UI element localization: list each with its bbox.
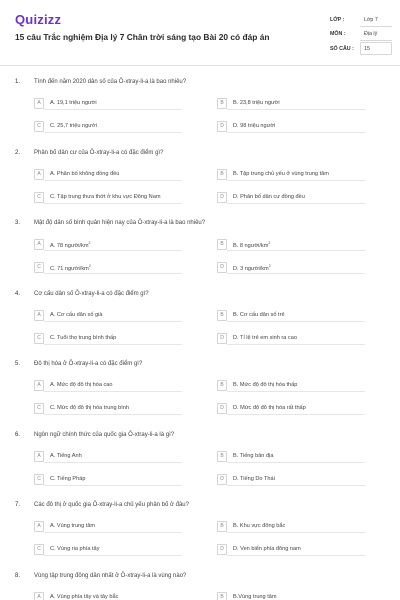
option-label: B.Vùng trung tâm xyxy=(233,593,277,600)
option-letter-box[interactable]: B xyxy=(217,98,227,109)
option-letter-box[interactable]: A xyxy=(34,521,44,532)
option-text xyxy=(233,546,301,552)
answer-option-d[interactable] xyxy=(217,474,365,488)
option-underline xyxy=(44,180,182,181)
answer-option-b[interactable] xyxy=(217,239,365,253)
answer-option-c[interactable] xyxy=(34,121,182,135)
answer-option-d[interactable] xyxy=(217,403,365,417)
answer-option-a[interactable] xyxy=(34,380,182,394)
question-2 xyxy=(0,150,400,220)
option-text xyxy=(50,171,119,177)
answer-option-d[interactable] xyxy=(217,333,365,347)
option-label: C. Mức độ đô thị hóa trung bình xyxy=(50,405,129,411)
meta-subject-label: MÔN : xyxy=(330,31,346,37)
option-label: B. Tiếng bản địa xyxy=(233,452,274,459)
option-label: D. Ven biển phía đông nam xyxy=(233,546,301,552)
option-letter-box[interactable]: D xyxy=(217,192,227,203)
option-label: C. 71 người/km xyxy=(50,265,89,272)
option-text xyxy=(50,382,113,388)
answer-option-a[interactable] xyxy=(34,239,182,253)
question-number: 4. xyxy=(15,290,21,297)
option-underline xyxy=(44,391,182,392)
header-divider xyxy=(0,65,400,66)
option-label: D. 98 triệu người xyxy=(233,123,276,129)
option-letter-box[interactable]: C xyxy=(34,333,44,344)
question-8 xyxy=(0,573,400,600)
option-label: D. Phân bố dân cư đồng đều xyxy=(233,193,305,200)
option-text xyxy=(50,241,90,249)
question-text: Các đô thị ở quốc gia Ô-xtray-li-a chủ yếu phân bố ở đâu? xyxy=(34,502,189,508)
option-text xyxy=(233,312,285,318)
answer-option-d[interactable] xyxy=(217,262,365,276)
header xyxy=(0,0,400,62)
answer-option-c[interactable] xyxy=(34,262,182,276)
option-letter-box[interactable]: B xyxy=(217,239,227,250)
option-underline xyxy=(44,485,182,486)
option-underline xyxy=(44,250,182,251)
option-text xyxy=(233,523,285,529)
option-underline xyxy=(227,132,365,133)
option-underline xyxy=(44,203,182,204)
option-letter-box[interactable]: A xyxy=(34,592,44,600)
answer-option-b[interactable] xyxy=(217,380,365,394)
option-label: A. Vùng trung tâm xyxy=(50,523,96,529)
option-underline xyxy=(227,273,365,274)
question-number: 1. xyxy=(15,79,21,85)
option-text xyxy=(50,546,99,552)
option-text xyxy=(50,194,161,200)
option-text xyxy=(50,312,103,318)
option-letter-box[interactable]: D xyxy=(217,121,227,132)
option-letter-box[interactable]: B xyxy=(217,521,227,532)
option-text xyxy=(233,123,275,129)
option-letter-box[interactable]: D xyxy=(217,544,227,555)
option-underline xyxy=(227,532,365,533)
option-text xyxy=(233,476,275,482)
option-superscript: 2 xyxy=(268,241,271,245)
option-letter-box[interactable]: B xyxy=(217,380,227,391)
option-underline xyxy=(44,132,182,133)
option-letter-box[interactable]: A xyxy=(34,380,44,391)
option-underline xyxy=(227,485,365,486)
option-text xyxy=(233,335,297,341)
answer-option-b[interactable] xyxy=(217,98,365,112)
option-text xyxy=(50,335,116,341)
option-underline xyxy=(44,532,182,533)
option-underline xyxy=(227,391,365,392)
option-underline xyxy=(44,344,182,345)
option-label: B. 23,8 triệu người xyxy=(233,100,280,106)
option-letter-box[interactable]: C xyxy=(34,403,44,414)
answer-option-b[interactable] xyxy=(217,310,365,324)
answer-option-a[interactable] xyxy=(34,451,182,465)
question-4 xyxy=(0,291,400,361)
option-text xyxy=(233,382,297,388)
answer-option-b[interactable] xyxy=(217,451,365,465)
option-letter-box[interactable]: C xyxy=(34,544,44,555)
option-letter-box[interactable]: A xyxy=(34,239,44,250)
answer-option-c[interactable] xyxy=(34,474,182,488)
question-text: Đô thị hóa ở Ô-xtray-li-a có đặc điểm gì? xyxy=(34,361,143,367)
option-label: A. Mức độ đô thị hóa cao xyxy=(50,382,113,388)
option-underline xyxy=(227,555,365,556)
option-letter-box[interactable]: C xyxy=(34,262,44,273)
meta-count-value: 15 xyxy=(364,46,370,52)
answer-option-a[interactable] xyxy=(34,310,182,324)
meta-subject-value: Địa lý xyxy=(364,31,378,37)
answer-option-d[interactable] xyxy=(217,121,365,135)
option-label: A. Tiếng Anh xyxy=(50,452,82,459)
option-text xyxy=(50,405,129,411)
option-underline xyxy=(227,414,365,415)
option-label: A. Phân bố không đồng đều xyxy=(50,170,120,177)
answer-option-a[interactable] xyxy=(34,592,182,600)
option-letter-box[interactable]: D xyxy=(217,333,227,344)
question-7 xyxy=(0,502,400,572)
option-label: C. Vùng ria phía tây xyxy=(50,546,100,552)
option-underline xyxy=(227,344,365,345)
option-text xyxy=(233,241,270,249)
question-number: 2. xyxy=(15,149,21,156)
option-text xyxy=(50,476,85,482)
option-superscript: 2 xyxy=(88,241,91,245)
answer-option-c[interactable] xyxy=(34,403,182,417)
option-label: B. Mức độ đô thị hóa thấp xyxy=(233,382,298,388)
option-underline xyxy=(227,321,365,322)
option-label: C. Tiếng Pháp xyxy=(50,475,86,482)
option-underline xyxy=(44,555,182,556)
option-underline xyxy=(44,462,182,463)
option-letter-box[interactable]: A xyxy=(34,169,44,180)
option-label: D. Tỉ lệ trẻ em sinh ra cao xyxy=(233,334,297,341)
answer-option-b[interactable] xyxy=(217,592,365,600)
answer-option-b[interactable] xyxy=(217,521,365,535)
option-label: B. 8 người/km xyxy=(233,242,269,249)
answer-option-d[interactable] xyxy=(217,544,365,558)
option-label: C. Tập trung thưa thớt ở khu vực Đông Nam xyxy=(50,193,161,200)
option-letter-box[interactable]: B xyxy=(217,310,227,321)
answer-option-c[interactable] xyxy=(34,333,182,347)
option-label: A. 19,1 triệu người xyxy=(50,100,97,106)
option-letter-box[interactable]: C xyxy=(34,192,44,203)
option-underline xyxy=(227,180,365,181)
question-text: Phân bố dân cư của Ô-xtray-li-a có đặc điểm gì? xyxy=(34,149,164,156)
option-label: B. Khu vực đông bắc xyxy=(233,523,286,529)
option-text xyxy=(233,194,305,200)
answer-option-d[interactable] xyxy=(217,192,365,206)
option-underline xyxy=(44,273,182,274)
option-label: B. Cơ cấu dân số trẻ xyxy=(233,311,285,318)
answer-option-a[interactable] xyxy=(34,521,182,535)
option-letter-box[interactable]: A xyxy=(34,310,44,321)
question-number: 3. xyxy=(15,220,21,226)
option-text xyxy=(233,594,277,600)
question-text: Vùng tập trung đông dân nhất ở Ô-xtray-li-a là vùng nào? xyxy=(34,572,187,579)
option-label: A. 78 người/km xyxy=(50,242,89,249)
option-underline xyxy=(44,414,182,415)
option-label: C. Tuổi thọ trung bình thấp xyxy=(50,334,117,341)
option-text xyxy=(233,405,306,411)
option-letter-box[interactable]: B xyxy=(217,592,227,600)
option-letter-box[interactable]: B xyxy=(217,169,227,180)
option-underline xyxy=(44,321,182,322)
option-superscript: 2 xyxy=(268,264,271,268)
answer-option-a[interactable] xyxy=(34,169,182,183)
question-number: 5. xyxy=(15,361,21,367)
option-text xyxy=(50,523,95,529)
option-label: C. 25,7 triệu người xyxy=(50,123,97,129)
answer-option-c[interactable] xyxy=(34,192,182,206)
page-title: 15 câu Trắc nghiệm Địa lý 7 Chân trời sáng tạo Bài 20 có đáp án xyxy=(15,32,270,42)
option-underline xyxy=(227,203,365,204)
option-letter-box[interactable]: C xyxy=(34,474,44,485)
question-text: Mật độ dân số bình quân hiện nay của Ô-xtray-li-a là bao nhiêu? xyxy=(34,220,206,226)
option-underline xyxy=(44,109,182,110)
question-text: Tính đến năm 2020 dân số của Ô-xtray-li-a là bao nhiêu? xyxy=(34,79,187,85)
answer-option-a[interactable] xyxy=(34,98,182,112)
meta-class-underline xyxy=(360,26,392,27)
option-label: D. Tiếng Do Thái xyxy=(233,475,275,482)
option-underline xyxy=(227,462,365,463)
option-label: B. Tập trung chủ yếu ở vùng trung tâm xyxy=(233,170,329,177)
option-text xyxy=(50,100,97,106)
option-text xyxy=(233,171,329,177)
option-text xyxy=(50,123,97,129)
question-5 xyxy=(0,361,400,431)
question-text: Cơ cấu dân số Ô-xtray-li-a có đặc điểm gì? xyxy=(34,290,149,297)
option-letter-box[interactable]: A xyxy=(34,451,44,462)
question-number: 7. xyxy=(15,502,21,508)
option-text xyxy=(233,100,280,106)
question-number: 6. xyxy=(15,431,21,438)
answer-option-c[interactable] xyxy=(34,544,182,558)
option-underline xyxy=(227,109,365,110)
option-text xyxy=(50,264,91,272)
option-label: D. Mức độ đô thị hóa rất thấp xyxy=(233,405,306,411)
option-text xyxy=(233,264,271,272)
option-underline xyxy=(227,250,365,251)
option-letter-box[interactable]: D xyxy=(217,403,227,414)
question-number: 8. xyxy=(15,572,21,579)
question-text: Ngôn ngữ chính thức của quốc gia Ô-xtray-li-a là gì? xyxy=(34,431,175,438)
question-6 xyxy=(0,432,400,502)
option-letter-box[interactable]: B xyxy=(217,451,227,462)
meta-class-label: LỚP : xyxy=(330,17,345,23)
option-label: D. 3 người/km xyxy=(233,265,269,272)
meta-count-label: SỐ CÂU : xyxy=(330,46,354,52)
option-label: A. Cơ cấu dân số già xyxy=(50,311,103,318)
question-1 xyxy=(0,79,400,149)
option-text xyxy=(50,594,118,600)
meta-class-value: Lớp 7 xyxy=(364,17,378,23)
meta-subject-underline xyxy=(360,40,392,41)
option-text xyxy=(50,453,82,459)
option-superscript: 2 xyxy=(88,264,91,268)
question-3 xyxy=(0,220,400,290)
option-label: A. Vùng phía tây và tây bắc xyxy=(50,593,119,600)
answer-option-b[interactable] xyxy=(217,169,365,183)
option-letter-box[interactable]: D xyxy=(217,474,227,485)
quizizz-logo[interactable]: Quizizz xyxy=(15,12,62,27)
option-letter-box[interactable]: A xyxy=(34,98,44,109)
option-text xyxy=(233,453,273,459)
option-letter-box[interactable]: C xyxy=(34,121,44,132)
option-letter-box[interactable]: D xyxy=(217,262,227,273)
